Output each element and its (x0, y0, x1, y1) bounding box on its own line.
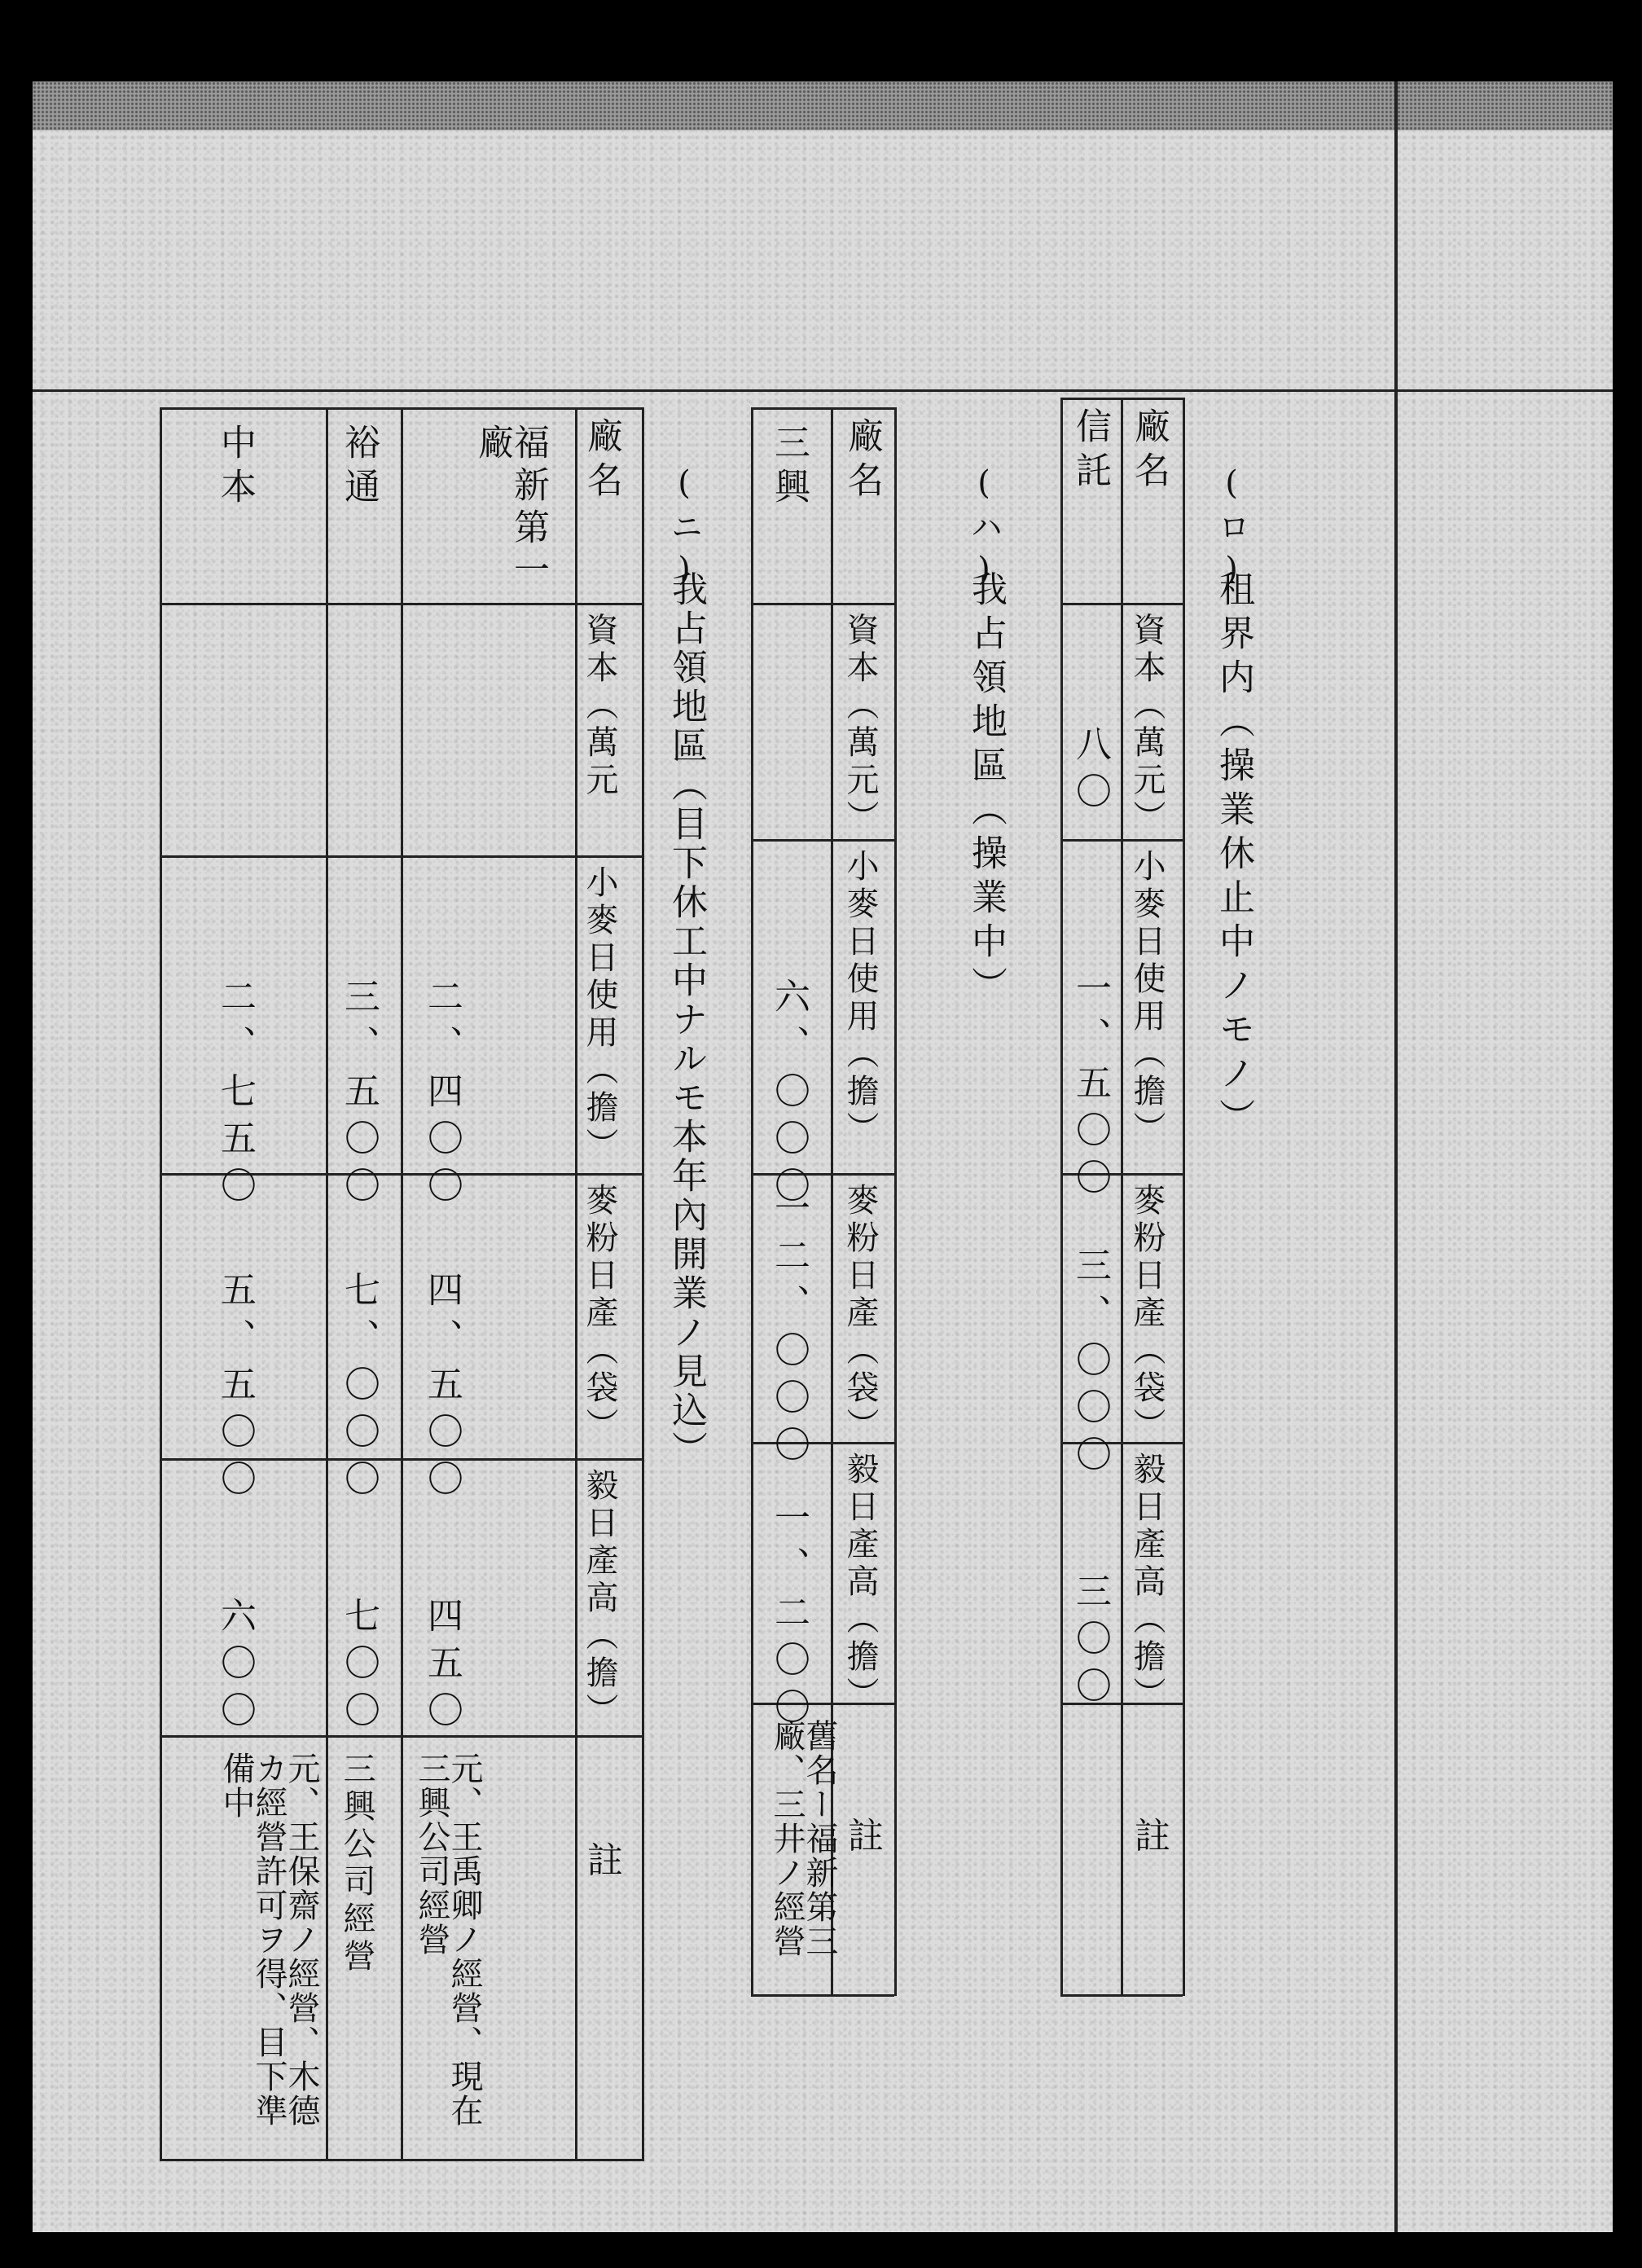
table-ni-row-3-output: 六〇〇 (214, 1597, 256, 1738)
table-ni-row-2-name: 裕通 (338, 424, 380, 512)
table-ni-row-1-flour: 四、五〇〇 (421, 1271, 463, 1507)
table-ha-left (751, 407, 753, 1996)
table-ro-header-capital: 資本（萬元） (1128, 613, 1166, 837)
table-ro-row-capital: 八〇 (1069, 725, 1111, 820)
table-ha-header-name: 廠名 (841, 417, 883, 505)
table-ni-row-1-name: 福新第一廠 (472, 424, 549, 593)
table-ha-header-output: 毅日產高（擔） (841, 1452, 879, 1714)
table-ha-row-note: 舊名ー福新第三廠、三井ノ經營 (768, 1719, 838, 1958)
table-ro-midline (1121, 398, 1123, 1996)
table-ro-header-note: 註 (1128, 1817, 1170, 1861)
table-ro-header-wheat: 小麥日使用（擔） (1128, 849, 1166, 1149)
table-ni-header-name: 廠名 (581, 417, 622, 505)
table-ni-row-1-output: 四五〇 (421, 1597, 463, 1738)
table-ha-row-output: 一、二〇〇 (768, 1499, 810, 1735)
table-ni-header-flour: 麥粉日產（袋） (581, 1183, 618, 1445)
section-ni-mark: (ニ) (665, 464, 703, 596)
table-ha-sep-2 (751, 839, 894, 842)
table-ni-header-output: 毅日產高（擔） (581, 1468, 618, 1730)
table-ni-header-capital: 資本（萬元 (581, 613, 618, 800)
table-ha-right (894, 407, 897, 1996)
section-ro-mark: (ロ) (1213, 464, 1250, 596)
table-ha-header-wheat: 小麥日使用（擔） (841, 849, 879, 1149)
table-ni-row-3-name: 中本 (214, 424, 256, 512)
table-ro-row-output: 三〇〇 (1069, 1572, 1111, 1714)
table-ni-header-note: 註 (581, 1841, 622, 1885)
table-ni-col-3 (326, 407, 328, 2161)
table-ha-row-flour: 一二、〇〇〇 (768, 1189, 810, 1473)
table-ni-left (160, 407, 162, 2161)
table-ro-header-flour: 麥粉日產（袋） (1128, 1183, 1166, 1445)
table-ro-right (1183, 398, 1185, 1996)
table-ni-sep-1 (160, 603, 642, 605)
table-ni-header-wheat: 小麥日使用（擔） (581, 865, 618, 1165)
table-ni-col-2 (401, 407, 403, 2161)
page-top-edge (33, 81, 1613, 130)
table-ha-bottom (751, 1994, 894, 1997)
table-ha-header-note: 註 (841, 1817, 883, 1861)
table-ni-row-1-note: 元、王禹卿ノ經營、現在三興公司經營 (413, 1752, 483, 2128)
section-ni-title: 我占領地區（目下休工中ナルモ本年內開業ノ見込） (665, 570, 707, 1470)
table-ha-header-capital: 資本（萬元） (841, 613, 879, 837)
table-ro-row-wheat: 一、五〇〇 (1069, 969, 1111, 1206)
table-ro-header-name: 廠名 (1128, 407, 1170, 495)
table-ha-row-wheat: 六、〇〇〇 (768, 978, 810, 1214)
table-ha-top (751, 407, 894, 410)
table-ni-sep-2 (160, 855, 642, 858)
table-ro-row-flour: 三、〇〇〇 (1069, 1246, 1111, 1483)
table-ni-right (642, 407, 644, 2161)
table-ro-sep-2 (1060, 839, 1183, 842)
table-ro-sep-1 (1060, 603, 1183, 605)
table-ni-row-2-wheat: 三、五〇〇 (338, 978, 380, 1214)
section-ha-mark: (ハ) (965, 464, 1003, 596)
table-ni-row-3-note: 元、王保齋ノ經營、木德カ經營許可ヲ得、目下準備中 (217, 1752, 320, 2128)
table-ni-row-2-flour: 七、〇〇〇 (338, 1271, 380, 1507)
table-ha-sep-1 (751, 603, 894, 605)
table-ni-row-3-wheat: 二、七五〇 (214, 978, 256, 1214)
table-ha-row-name: 三興 (768, 424, 810, 512)
table-ro-left (1060, 398, 1063, 1996)
table-ni-row-2-output: 七〇〇 (338, 1597, 380, 1738)
table-ni-row-3-flour: 五、五〇〇 (214, 1271, 256, 1507)
section-ro-title: 租界内（操業休止中ノモノ） (1213, 570, 1254, 1142)
table-ni-col-1 (575, 407, 577, 2161)
table-ro-row-name: 信託 (1069, 407, 1111, 495)
page-right-rule (1394, 81, 1398, 2232)
table-ha-header-flour: 麥粉日產（袋） (841, 1183, 879, 1445)
page-top-rule (33, 389, 1613, 392)
table-ro-header-output: 毅日產高（擔） (1128, 1452, 1166, 1714)
table-ni-row-2-note: 三興公司經營 (338, 1752, 375, 1976)
table-ni-row-1-wheat: 二、四〇〇 (421, 978, 463, 1214)
section-ha-title: 我占領地區（操業中） (965, 570, 1007, 1010)
